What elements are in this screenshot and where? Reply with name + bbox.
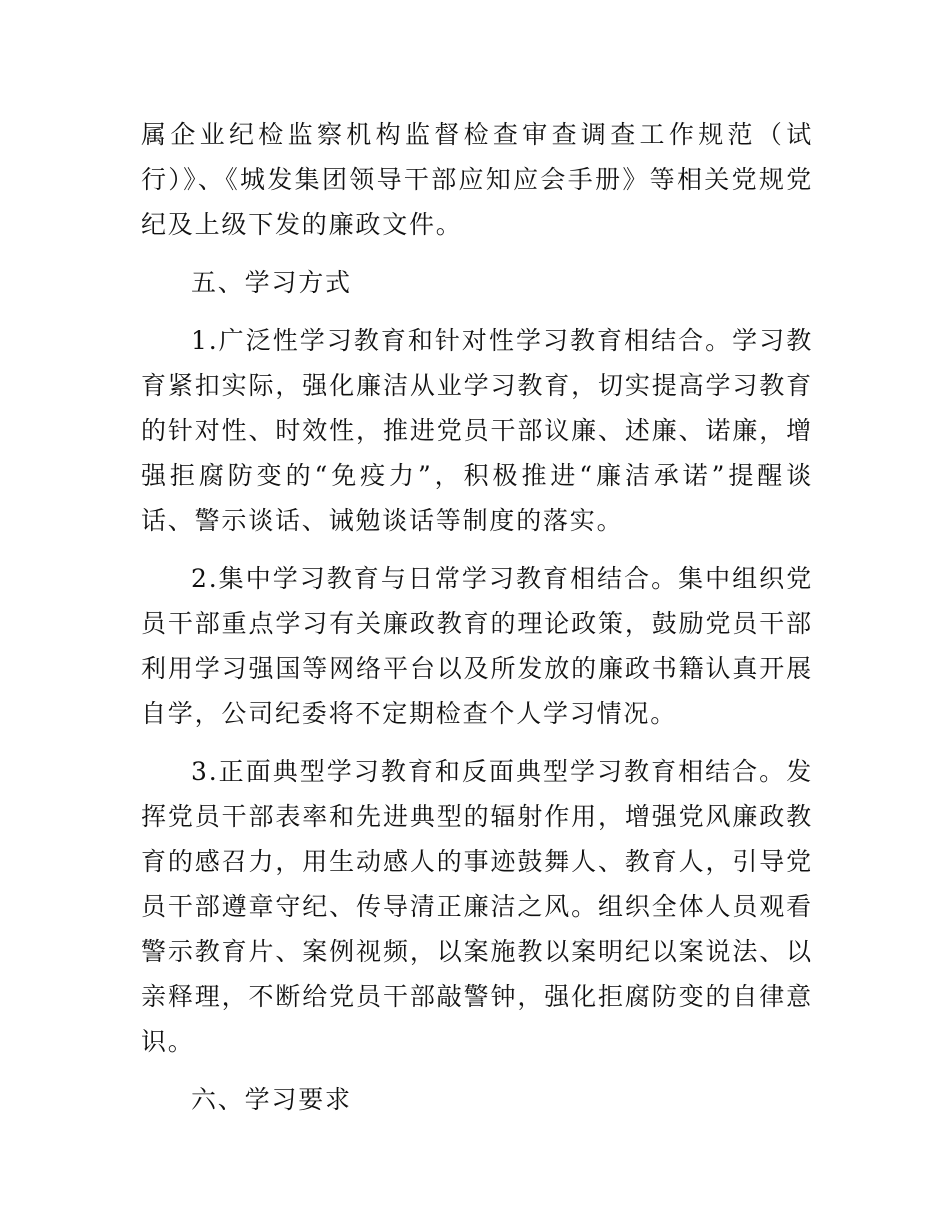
paragraph-method-1: 1.广泛性学习教育和针对性学习教育相结合。学习教育紧扣实际，强化廉洁从业学习教育，切实提高学习教育的针对性、时效性，推进党员干部议廉、述廉、诺廉，增强拒腐防变的“免疫力”，积极推进“廉洁承诺”提醒谈话、警示谈话、诫勉谈话等制度的落实。 [141, 326, 813, 535]
section-heading-study-methods: 五、学习方式 [191, 268, 352, 297]
paragraph-method-2: 2.集中学习教育与日常学习教育相结合。集中组织党员干部重点学习有关廉政教育的理论政策，鼓励党员干部利用学习强国等网络平台以及所发放的廉政书籍认真开展自学，公司纪委将不定期检查个人学习情况。 [141, 564, 813, 728]
paragraph-method-3: 3.正面典型学习教育和反面典型学习教育相结合。发挥党员干部表率和先进典型的辐射作用，增强党风廉政教育的感召力，用生动感人的事迹鼓舞人、教育人，引导党员干部遵章守纪、传导清正廉洁之风。组织全体人员观看警示教育片、案例视频，以案施教以案明纪以案说法、以亲释理，不断给党员干部敲警钟，强化拒腐防变的自律意识。 [141, 757, 813, 1056]
paragraph-continued-document-list: 属企业纪检监察机构监督检查审查调查工作规范（试行）》、《城发集团领导干部应知应会手册》等相关党规党纪及上级下发的廉政文件。 [141, 120, 813, 239]
document-body [141, 112, 813, 1122]
section-heading-study-requirements: 六、学习要求 [191, 1085, 352, 1114]
